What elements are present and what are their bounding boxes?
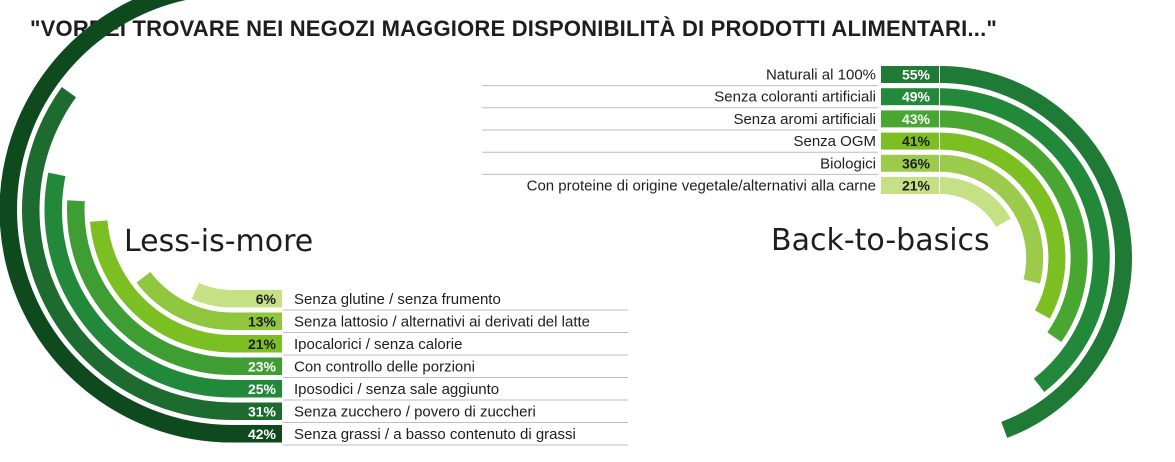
less-is-more-rows bbox=[231, 290, 628, 445]
value-label-back-to-basics-0: 55% bbox=[901, 66, 930, 83]
category-label-back-to-basics-2: Senza aromi artificiali bbox=[733, 110, 876, 128]
group-label-back-to-basics: Back-to-basics bbox=[771, 223, 990, 258]
category-label-less-is-more-6: Senza grassi / a basso contenuto di grassi bbox=[294, 426, 576, 443]
category-label-less-is-more-3: Con controllo delle porzioni bbox=[294, 358, 475, 376]
category-label-less-is-more-2: Ipocalorici / senza calorie bbox=[294, 336, 463, 353]
category-label-less-is-more-5: Senza zucchero / povero di zuccheri bbox=[294, 403, 536, 421]
less-is-more-arcs bbox=[8, 0, 232, 434]
category-label-back-to-basics-5: Con proteine di origine vegetale/alternativi alla carne bbox=[526, 177, 876, 195]
value-label-back-to-basics-4: 36% bbox=[901, 155, 930, 172]
category-label-back-to-basics-4: Biologici bbox=[820, 155, 876, 173]
back-to-basics-rows bbox=[482, 66, 939, 195]
value-label-less-is-more-4: 25% bbox=[247, 381, 276, 397]
value-label-less-is-more-0: 6% bbox=[255, 291, 276, 307]
value-label-back-to-basics-5: 21% bbox=[901, 177, 930, 194]
category-label-back-to-basics-0: Naturali al 100% bbox=[765, 66, 876, 84]
value-label-back-to-basics-2: 43% bbox=[901, 110, 930, 127]
value-label-less-is-more-5: 31% bbox=[247, 403, 276, 420]
value-label-less-is-more-3: 23% bbox=[247, 358, 276, 375]
group-label-less-is-more: Less-is-more bbox=[124, 224, 314, 259]
value-label-less-is-more-6: 42% bbox=[247, 426, 276, 442]
category-label-less-is-more-4: Iposodici / senza sale aggiunto bbox=[294, 381, 500, 398]
category-label-less-is-more-0: Senza glutine / senza frumento bbox=[294, 291, 501, 308]
value-label-back-to-basics-1: 49% bbox=[901, 88, 930, 105]
category-label-back-to-basics-1: Senza coloranti artificiali bbox=[714, 88, 876, 106]
value-label-less-is-more-1: 13% bbox=[247, 313, 276, 330]
chart-title: "VORREI TROVARE NEI NEGOZI MAGGIORE DISPONIBILITÀ DI PRODOTTI ALIMENTARI..." bbox=[30, 16, 998, 41]
arc-less-is-more-0 bbox=[195, 291, 232, 299]
value-label-back-to-basics-3: 41% bbox=[901, 133, 930, 150]
value-label-less-is-more-2: 21% bbox=[247, 336, 276, 352]
category-label-less-is-more-1: Senza lattosio / alternativi ai derivati del latte bbox=[294, 313, 590, 331]
arc-back-to-basics-5 bbox=[940, 186, 1003, 223]
category-label-back-to-basics-3: Senza OGM bbox=[793, 133, 876, 151]
